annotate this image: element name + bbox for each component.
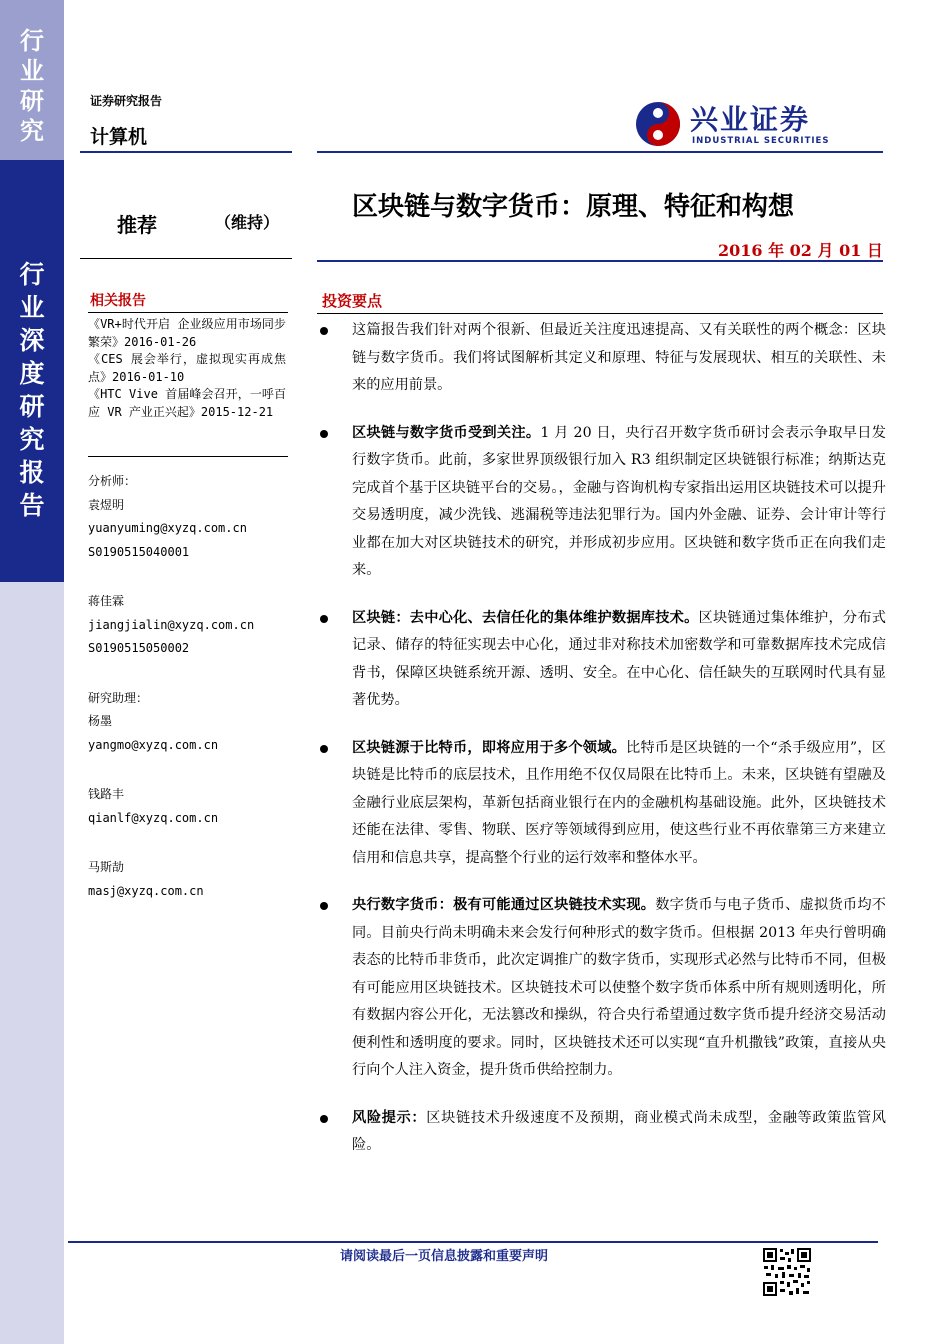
analyst-entry: [88, 470, 288, 564]
key-point: 区块链源于比特币，即将应用于多个领域。比特币是区块链的一个“杀手级应用”，区块链是比特币的底层技术，且作用绝不仅仅局限在比特币上。未来，区块链有望融及金融行业底层架构，革新包括商业银行在内的金融机构基础设施。此外，区块链技术还能在法律、零售、物联、医疗等领域得到应用，使这些行业不再依靠第三方来建立信用和信息共享，提高整个行业的运行效率和整体水平。: [318, 735, 886, 873]
rating-label: 推荐: [117, 213, 157, 237]
key-point-lead: 区块链：去中心化、去信任化的集体维护数据库技术。: [352, 609, 699, 626]
analyst-entry: [88, 783, 288, 830]
related-rule: [88, 312, 288, 313]
analyst-email[interactable]: qianlf@xyzq.com.cn: [88, 810, 219, 825]
key-points-heading: 投资要点: [322, 292, 383, 310]
logo-emblem-icon: [634, 100, 682, 148]
rating-note: （维持）: [215, 213, 280, 232]
bullet-dot-icon: [320, 902, 328, 910]
bullet-dot-icon: [320, 615, 328, 623]
related-report-item[interactable]: 《VR+时代开启 企业级应用市场同步繁荣》2016-01-26: [88, 317, 286, 349]
title-rule: [317, 260, 883, 262]
key-point: 风险提示：区块链技术升级速度不及预期，商业模式尚未成型，金融等政策监管风险。: [318, 1105, 886, 1160]
key-points-list: [318, 317, 886, 1180]
side-band-top-text: 行 业 研 究: [20, 27, 44, 145]
bullet-dot-icon: [320, 327, 328, 335]
analyst-name: 马斯劼: [88, 860, 125, 874]
analyst-cert: S0190515050002: [88, 641, 190, 655]
analyst-name: 杨墨: [88, 714, 113, 728]
analyst-cert: S0190515040001: [88, 544, 190, 559]
related-reports-heading: 相关报告: [90, 293, 146, 309]
header-rule-left: [80, 151, 292, 153]
key-point-lead: 区块链与数字货币受到关注。: [352, 424, 541, 441]
analyst-email[interactable]: yangmo@xyzq.com.cn: [88, 737, 219, 752]
company-logo: [632, 98, 882, 150]
analyst-role: 研究助理：: [88, 690, 149, 705]
bullet-dot-icon: [320, 745, 328, 753]
page-title: 区块链与数字货币：原理、特征和构想: [352, 192, 795, 222]
analyst-name: 钱路丰: [88, 787, 125, 801]
analyst-name: 蒋佳霖: [88, 594, 125, 608]
analysts-rule: [88, 456, 288, 457]
analyst-entry: [88, 590, 288, 661]
qr-code-icon: [762, 1247, 812, 1297]
key-point: 这篇报告我们针对两个很新、但最近关注度迅速提高、又有关联性的两个概念：区块链与数字货币。我们将试图解析其定义和原理、特征与发展现状、相互的关联性、未来的应用前景。: [318, 317, 886, 400]
key-point-lead: 央行数字货币：极有可能通过区块链技术实现。: [352, 897, 656, 913]
rating-rule: [80, 258, 292, 259]
footer-rule: [68, 1241, 878, 1243]
disclosure-notice[interactable]: 请阅读最后一页信息披露和重要声明: [340, 1249, 549, 1264]
report-type: 证券研究报告: [90, 94, 163, 108]
logo-chinese-name: 兴业证券: [690, 103, 811, 136]
report-date: 2016 年 02 月 01 日: [718, 241, 883, 260]
key-point: 区块链与数字货币受到关注。1 月 20 日，央行召开数字货币研讨会表示争取早日发行数字货币。此前，多家世界顶级银行加入 R3 组织制定区块链银行标准；纳斯达克完成首个基于区块链平台的交易。，金融与咨询机构专家指出运用区块链技术可以提升交易透明度，减少洗钱、逃漏税等违法犯罪行为。国内外金融、证券、会计审计等行业都在加大对区块链技术的研究，并形成初步应用。区块链和数字货币正在向我们走来。: [318, 420, 886, 585]
analyst-entry: [88, 687, 288, 758]
key-points-rule: [317, 313, 883, 314]
bullet-dot-icon: [320, 430, 328, 438]
related-report-item[interactable]: 《CES 展会举行，虚拟现实再成焦点》2016-01-10: [88, 352, 286, 384]
logo-english-name: INDUSTRIAL SECURITIES: [692, 136, 830, 146]
key-point: 区块链：去中心化、去信任化的集体维护数据库技术。区块链通过集体维护，分布式记录、储存的特征实现去中心化，通过非对称技术加密数学和可靠数据库技术完成信背书，保障区块链系统开源、透明、安全。在中心化、信任缺失的互联网时代具有显著优势。: [318, 605, 886, 715]
related-report-item[interactable]: 《HTC Vive 首届峰会召开，一呼百应 VR 产业正兴起》2015-12-21: [88, 387, 286, 419]
header-rule-right: [317, 151, 883, 153]
key-point: 央行数字货币：极有可能通过区块链技术实现。数字货币与电子货币、虚拟货币均不同。目前央行尚未明确未来会发行何种形式的数字货币。但根据 2013 年央行曾明确表态的比特币非货币，此次定调推广的数字货币，实现形式必然与比特币不同，但极有可能应用区块链技术。区块链技术可以使整个数字货币体系中所有规则透明化，所有数据内容公开化，无法篡改和操纵，符合央行希望通过数字货币提升经济交易活动便利性和透明度的要求。同时，区块链技术还可以实现“直升机撒钱”政策，直接从央行向个人注入资金，提升货币供给控制力。: [318, 892, 886, 1085]
key-point-lead: 风险提示：: [352, 1109, 427, 1126]
analyst-entry: [88, 856, 288, 903]
analyst-email[interactable]: masj@xyzq.com.cn: [88, 883, 204, 898]
analyst-role: 分析师：: [88, 474, 137, 488]
analyst-email[interactable]: yuanyuming@xyzq.com.cn: [88, 521, 247, 535]
side-band-bottom: [0, 582, 64, 1344]
side-band-mid-text: 行 业 深 度 研 究 报 告: [19, 260, 45, 520]
analysts-list: [88, 470, 288, 929]
bullet-dot-icon: [320, 1115, 328, 1123]
industry-name: 计算机: [90, 126, 148, 148]
key-point-lead: 区块链源于比特币，即将应用于多个领域。: [352, 739, 627, 756]
analyst-email[interactable]: jiangjialin@xyzq.com.cn: [88, 617, 255, 632]
related-reports-list: [88, 316, 286, 421]
analyst-name: 袁煜明: [88, 497, 125, 512]
